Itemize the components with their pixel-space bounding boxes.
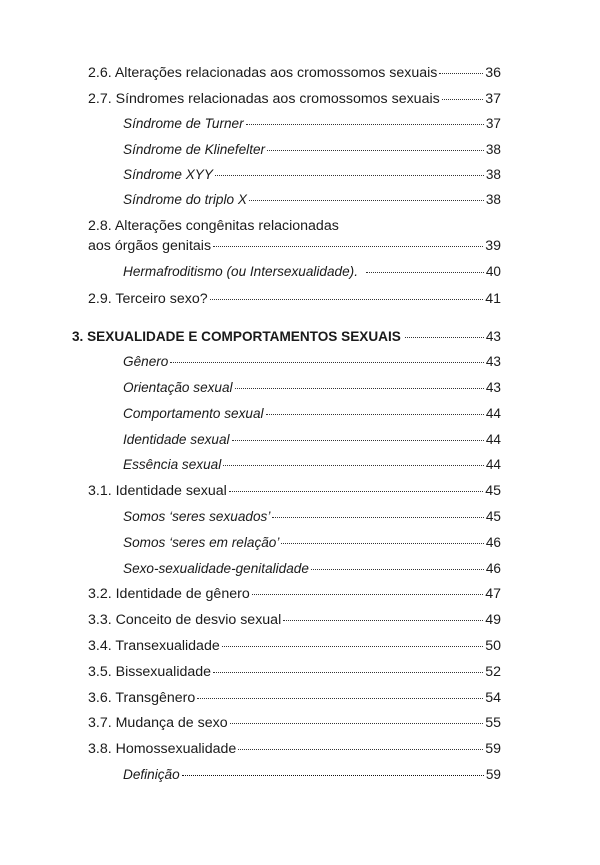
toc-page-number: 38 bbox=[485, 167, 501, 182]
toc-entry-label: 3.4. Transexualidade bbox=[88, 638, 220, 654]
dot-leader bbox=[442, 99, 484, 100]
toc-entry bbox=[88, 740, 501, 758]
toc-entry bbox=[123, 191, 501, 209]
dot-leader bbox=[281, 543, 483, 544]
toc-entry-label: 3.5. Bissexualidade bbox=[88, 664, 212, 680]
toc-entry bbox=[123, 766, 501, 784]
toc-entry-label: 3.8. Homossexualidade bbox=[88, 741, 237, 757]
dot-leader bbox=[267, 150, 484, 151]
toc-page-number: 45 bbox=[485, 509, 501, 524]
toc-entry-label: Orientação sexual bbox=[123, 380, 233, 395]
toc-entry-label: Identidade sexual bbox=[123, 432, 230, 447]
toc-entry bbox=[123, 534, 501, 552]
toc-entry-label: 3.3. Conceito de desvio sexual bbox=[88, 612, 282, 628]
toc-entry bbox=[123, 263, 501, 281]
toc-page-number: 39 bbox=[485, 238, 501, 254]
toc-page-number: 50 bbox=[485, 638, 501, 654]
toc-page-number: 44 bbox=[485, 406, 501, 421]
toc-page-number: 55 bbox=[485, 715, 501, 731]
toc-page-number: 37 bbox=[485, 91, 501, 107]
toc-page-number: 47 bbox=[485, 586, 501, 602]
toc-entry bbox=[123, 456, 501, 474]
dot-leader bbox=[197, 698, 483, 699]
dot-leader bbox=[266, 414, 484, 415]
toc-entry bbox=[123, 508, 501, 526]
toc-entry-label: 3. SEXUALIDADE E COMPORTAMENTOS SEXUAIS bbox=[72, 329, 401, 344]
toc-entry-label: aos órgãos genitais bbox=[88, 238, 212, 254]
dot-leader bbox=[222, 646, 484, 647]
toc-page-number: 59 bbox=[485, 741, 501, 757]
toc-entry-label: Definição bbox=[123, 767, 180, 782]
toc-entry-label: 3.6. Transgênero bbox=[88, 690, 196, 706]
toc-page-number: 59 bbox=[485, 767, 501, 782]
dot-leader bbox=[283, 620, 483, 621]
toc-entry-label: Síndrome de Turner bbox=[123, 116, 244, 131]
dot-leader bbox=[238, 749, 483, 750]
toc-page-number: 52 bbox=[485, 664, 501, 680]
toc-entry bbox=[88, 611, 501, 629]
toc-entry-label: Síndrome XYY bbox=[123, 167, 213, 182]
toc-entry-label: Essência sexual bbox=[123, 457, 222, 472]
toc-entry bbox=[88, 585, 501, 603]
dot-leader bbox=[366, 272, 484, 273]
dot-leader bbox=[232, 440, 484, 441]
toc-entry-label: Síndrome de Klinefelter bbox=[123, 142, 266, 157]
toc-entry-label: Somos ‘seres sexuados’ bbox=[123, 509, 271, 524]
toc-entry bbox=[88, 64, 501, 82]
dot-leader bbox=[272, 517, 484, 518]
toc-entry bbox=[88, 714, 501, 732]
toc-page-number: 37 bbox=[485, 116, 501, 131]
dot-leader bbox=[215, 175, 484, 176]
toc-entry-label: Comportamento sexual bbox=[123, 406, 264, 421]
toc-entry bbox=[88, 90, 501, 108]
toc-page-number: 46 bbox=[485, 561, 501, 576]
toc-entry-label: 3.1. Identidade sexual bbox=[88, 483, 227, 499]
dot-leader bbox=[182, 775, 484, 776]
toc-entry bbox=[88, 663, 501, 681]
toc-page-number: 44 bbox=[485, 457, 501, 472]
toc-page-number: 46 bbox=[485, 535, 501, 550]
toc-entry-label: 3.2. Identidade de gênero bbox=[88, 586, 250, 602]
dot-leader bbox=[246, 124, 484, 125]
toc-entry bbox=[123, 560, 501, 578]
toc-entry bbox=[123, 431, 501, 449]
dot-leader bbox=[213, 672, 483, 673]
toc-page-number: 43 bbox=[485, 329, 501, 344]
toc-entry-label: Síndrome do triplo X bbox=[123, 192, 247, 207]
toc-page-number: 43 bbox=[485, 354, 501, 369]
dot-leader bbox=[230, 723, 484, 724]
dot-leader bbox=[249, 200, 484, 201]
toc-entry bbox=[123, 115, 501, 133]
toc-entry bbox=[88, 216, 501, 256]
dot-leader bbox=[223, 465, 484, 466]
toc-entry bbox=[123, 379, 501, 397]
toc-page-number: 44 bbox=[485, 432, 501, 447]
toc-entry-label: Hermafroditismo (ou Intersexualidade). bbox=[123, 264, 358, 279]
toc-entry bbox=[123, 405, 501, 423]
dot-leader bbox=[229, 491, 483, 492]
dot-leader bbox=[170, 362, 484, 363]
toc-page-number: 43 bbox=[485, 380, 501, 395]
toc-entry-label: Gênero bbox=[123, 354, 169, 369]
toc-entry bbox=[88, 482, 501, 500]
dot-leader bbox=[405, 337, 484, 338]
dot-leader bbox=[210, 299, 484, 300]
toc-page-number: 40 bbox=[485, 264, 501, 279]
toc-page-number: 41 bbox=[485, 291, 501, 307]
toc-entry-label: 2.7. Síndromes relacionadas aos cromossomos sexuais bbox=[88, 91, 440, 107]
dot-leader bbox=[235, 388, 484, 389]
toc-entry bbox=[123, 141, 501, 159]
toc-entry bbox=[123, 353, 501, 371]
dot-leader bbox=[252, 594, 484, 595]
toc-entry bbox=[88, 689, 501, 707]
dot-leader bbox=[213, 246, 483, 247]
dot-leader bbox=[439, 73, 483, 74]
toc-entry bbox=[88, 637, 501, 655]
toc-entry-label: 2.9. Terceiro sexo? bbox=[88, 291, 208, 307]
toc-page-number: 38 bbox=[485, 142, 501, 157]
toc-page-number: 36 bbox=[485, 65, 501, 81]
toc-page-number: 54 bbox=[485, 690, 501, 706]
toc-page-number: 38 bbox=[485, 192, 501, 207]
toc-chapter-entry bbox=[72, 328, 501, 346]
toc-entry-label: 2.6. Alterações relacionadas aos cromossomos sexuais bbox=[88, 65, 438, 81]
toc-entry-label: 3.7. Mudança de sexo bbox=[88, 715, 228, 731]
toc-entry-label: Somos ‘seres em relação’ bbox=[123, 535, 280, 550]
toc-entry bbox=[88, 290, 501, 308]
toc-entry-label: 2.8. Alterações congênitas relacionadas bbox=[88, 218, 339, 234]
toc-entry bbox=[123, 166, 501, 184]
toc-page-number: 49 bbox=[485, 612, 501, 628]
dot-leader bbox=[311, 569, 484, 570]
toc-page-number: 45 bbox=[485, 483, 501, 499]
toc-entry-label: Sexo-sexualidade-genitalidade bbox=[123, 561, 309, 576]
